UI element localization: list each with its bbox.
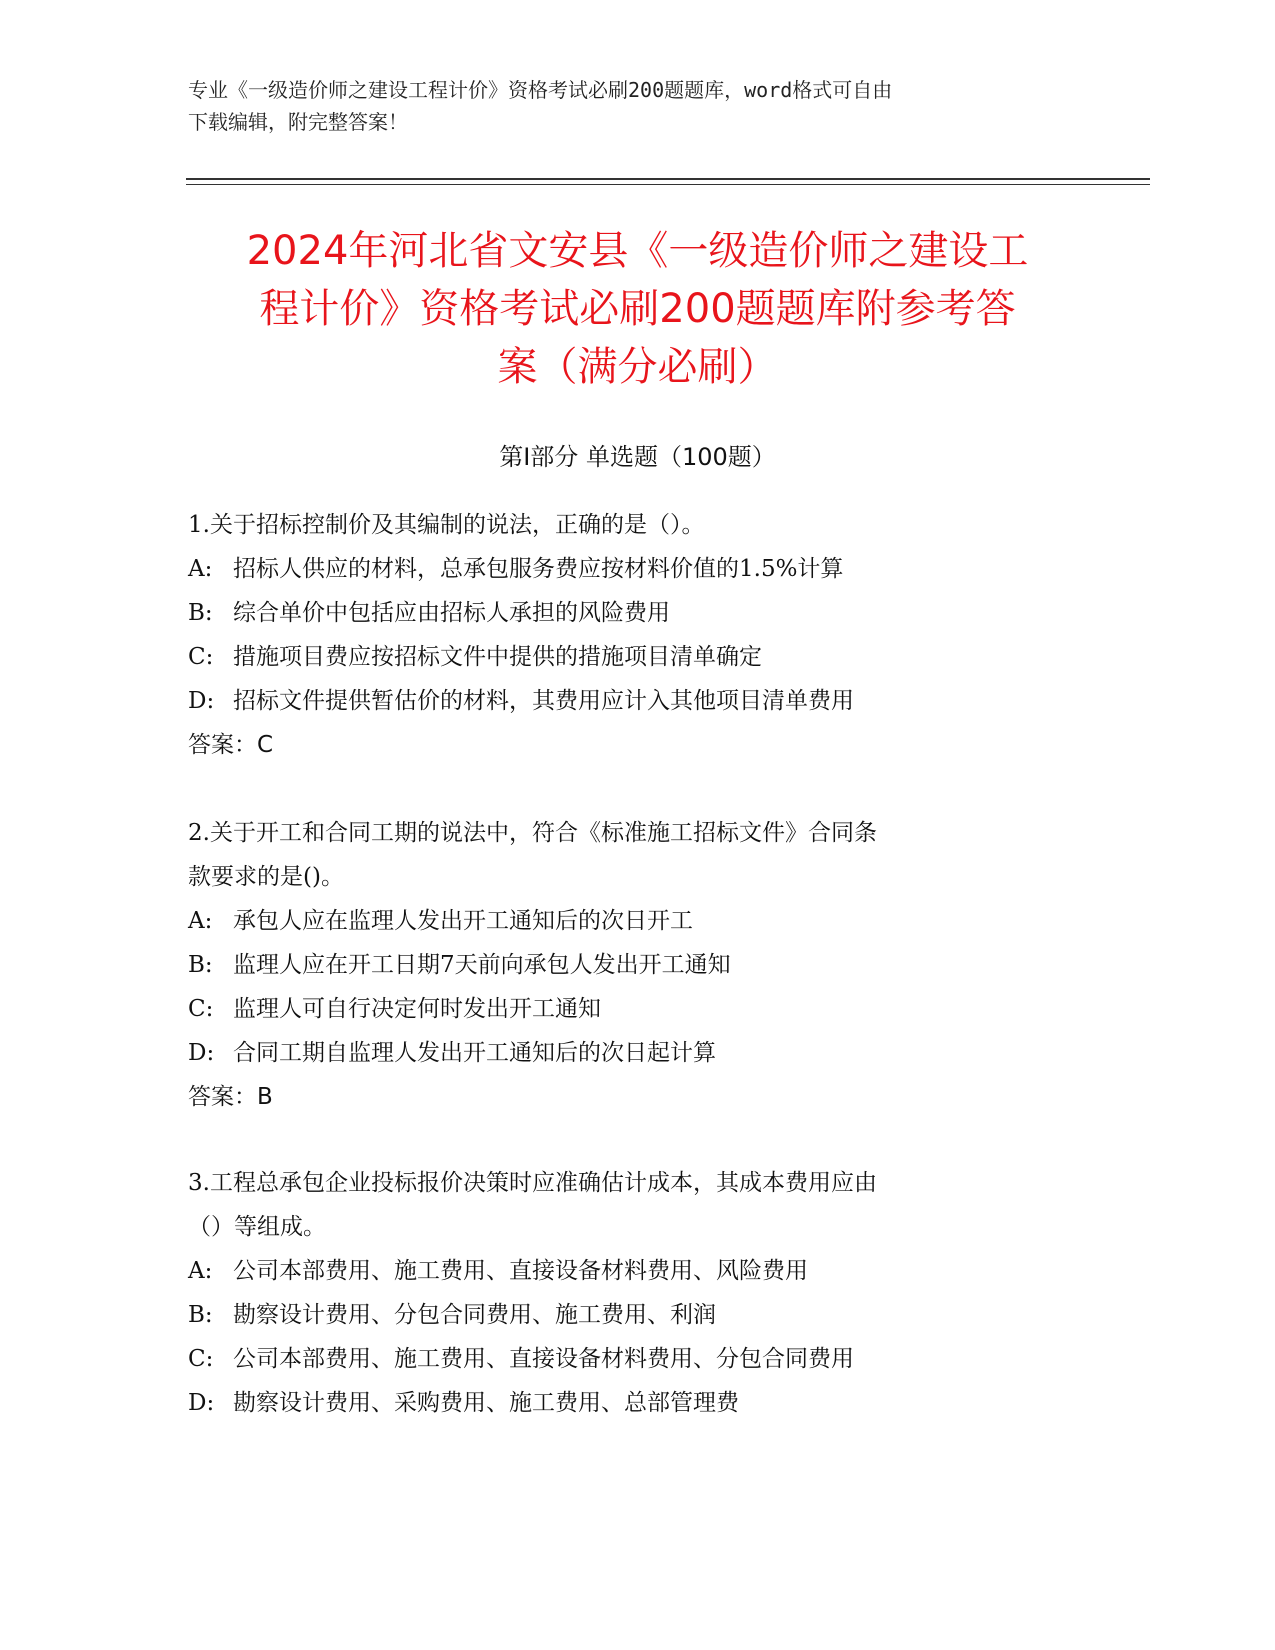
option-c xyxy=(188,992,1088,1026)
question-stem: 1.关于招标控制价及其编制的说法，正确的是（）。 xyxy=(188,512,705,538)
option-text: 监理人应在开工日期7天前向承包人发出开工通知 xyxy=(233,952,731,978)
section-heading: 第Ⅰ部分 单选题（100题） xyxy=(499,443,776,471)
option-d xyxy=(188,1036,1088,1070)
option-b xyxy=(188,1298,1088,1332)
title-line: 2024年河北省文安县《一级造价师之建设工 xyxy=(246,228,1029,274)
option-text: 监理人可自行决定何时发出开工通知 xyxy=(233,996,601,1022)
question-stem: 2.关于开工和合同工期的说法中，符合《标准施工招标文件》合同条 xyxy=(188,820,877,846)
title-line: 程计价》资格考试必刷200题题库附参考答 xyxy=(259,286,1016,332)
answer-line: 答案：B xyxy=(188,1084,273,1110)
option-text: 勘察设计费用、分包合同费用、施工费用、利润 xyxy=(233,1302,716,1328)
option-a xyxy=(188,904,1088,938)
option-text: 承包人应在监理人发出开工通知后的次日开工 xyxy=(233,908,693,934)
option-label: D: xyxy=(188,1390,215,1416)
option-text: 综合单价中包括应由招标人承担的风险费用 xyxy=(233,600,670,626)
option-text: 措施项目费应按招标文件中提供的措施项目清单确定 xyxy=(233,644,762,670)
option-text: 招标文件提供暂估价的材料，其费用应计入其他项目清单费用 xyxy=(233,688,854,714)
option-label: C: xyxy=(188,996,214,1022)
option-label: A: xyxy=(188,908,213,934)
header-note-line: 专业《一级造价师之建设工程计价》资格考试必刷200题题库，word格式可自由 xyxy=(188,78,893,102)
option-label: C: xyxy=(188,644,214,670)
option-label: A: xyxy=(188,556,213,582)
header-note-line: 下载编辑，附完整答案！ xyxy=(188,110,408,134)
header-divider-thin xyxy=(186,184,1150,185)
header-note xyxy=(188,74,1088,138)
title-line: 案（满分必刷） xyxy=(497,344,778,390)
option-b xyxy=(188,948,1088,982)
option-text: 勘察设计费用、采购费用、施工费用、总部管理费 xyxy=(233,1390,739,1416)
option-label: A: xyxy=(188,1258,213,1284)
option-a xyxy=(188,552,1088,586)
option-d xyxy=(188,1386,1088,1420)
option-a xyxy=(188,1254,1088,1288)
option-b xyxy=(188,596,1088,630)
option-label: B: xyxy=(188,600,213,626)
option-label: D: xyxy=(188,1040,215,1066)
header-divider xyxy=(186,178,1150,180)
question-stem-cont: （）等组成。 xyxy=(188,1214,326,1240)
option-text: 公司本部费用、施工费用、直接设备材料费用、风险费用 xyxy=(233,1258,808,1284)
option-label: C: xyxy=(188,1346,214,1372)
question-stem: 3.工程总承包企业投标报价决策时应准确估计成本，其成本费用应由 xyxy=(188,1170,877,1196)
option-text: 公司本部费用、施工费用、直接设备材料费用、分包合同费用 xyxy=(233,1346,854,1372)
option-label: D: xyxy=(188,688,215,714)
option-text: 招标人供应的材料，总承包服务费应按材料价值的1.5%计算 xyxy=(233,556,844,582)
option-c xyxy=(188,1342,1088,1376)
document-title xyxy=(150,222,1125,396)
option-text: 合同工期自监理人发出开工通知后的次日起计算 xyxy=(233,1040,716,1066)
option-label: B: xyxy=(188,952,213,978)
answer-line: 答案：C xyxy=(188,732,274,758)
question-stem-cont: 款要求的是()。 xyxy=(188,864,344,890)
option-label: B: xyxy=(188,1302,213,1328)
option-c xyxy=(188,640,1088,674)
option-d xyxy=(188,684,1088,718)
